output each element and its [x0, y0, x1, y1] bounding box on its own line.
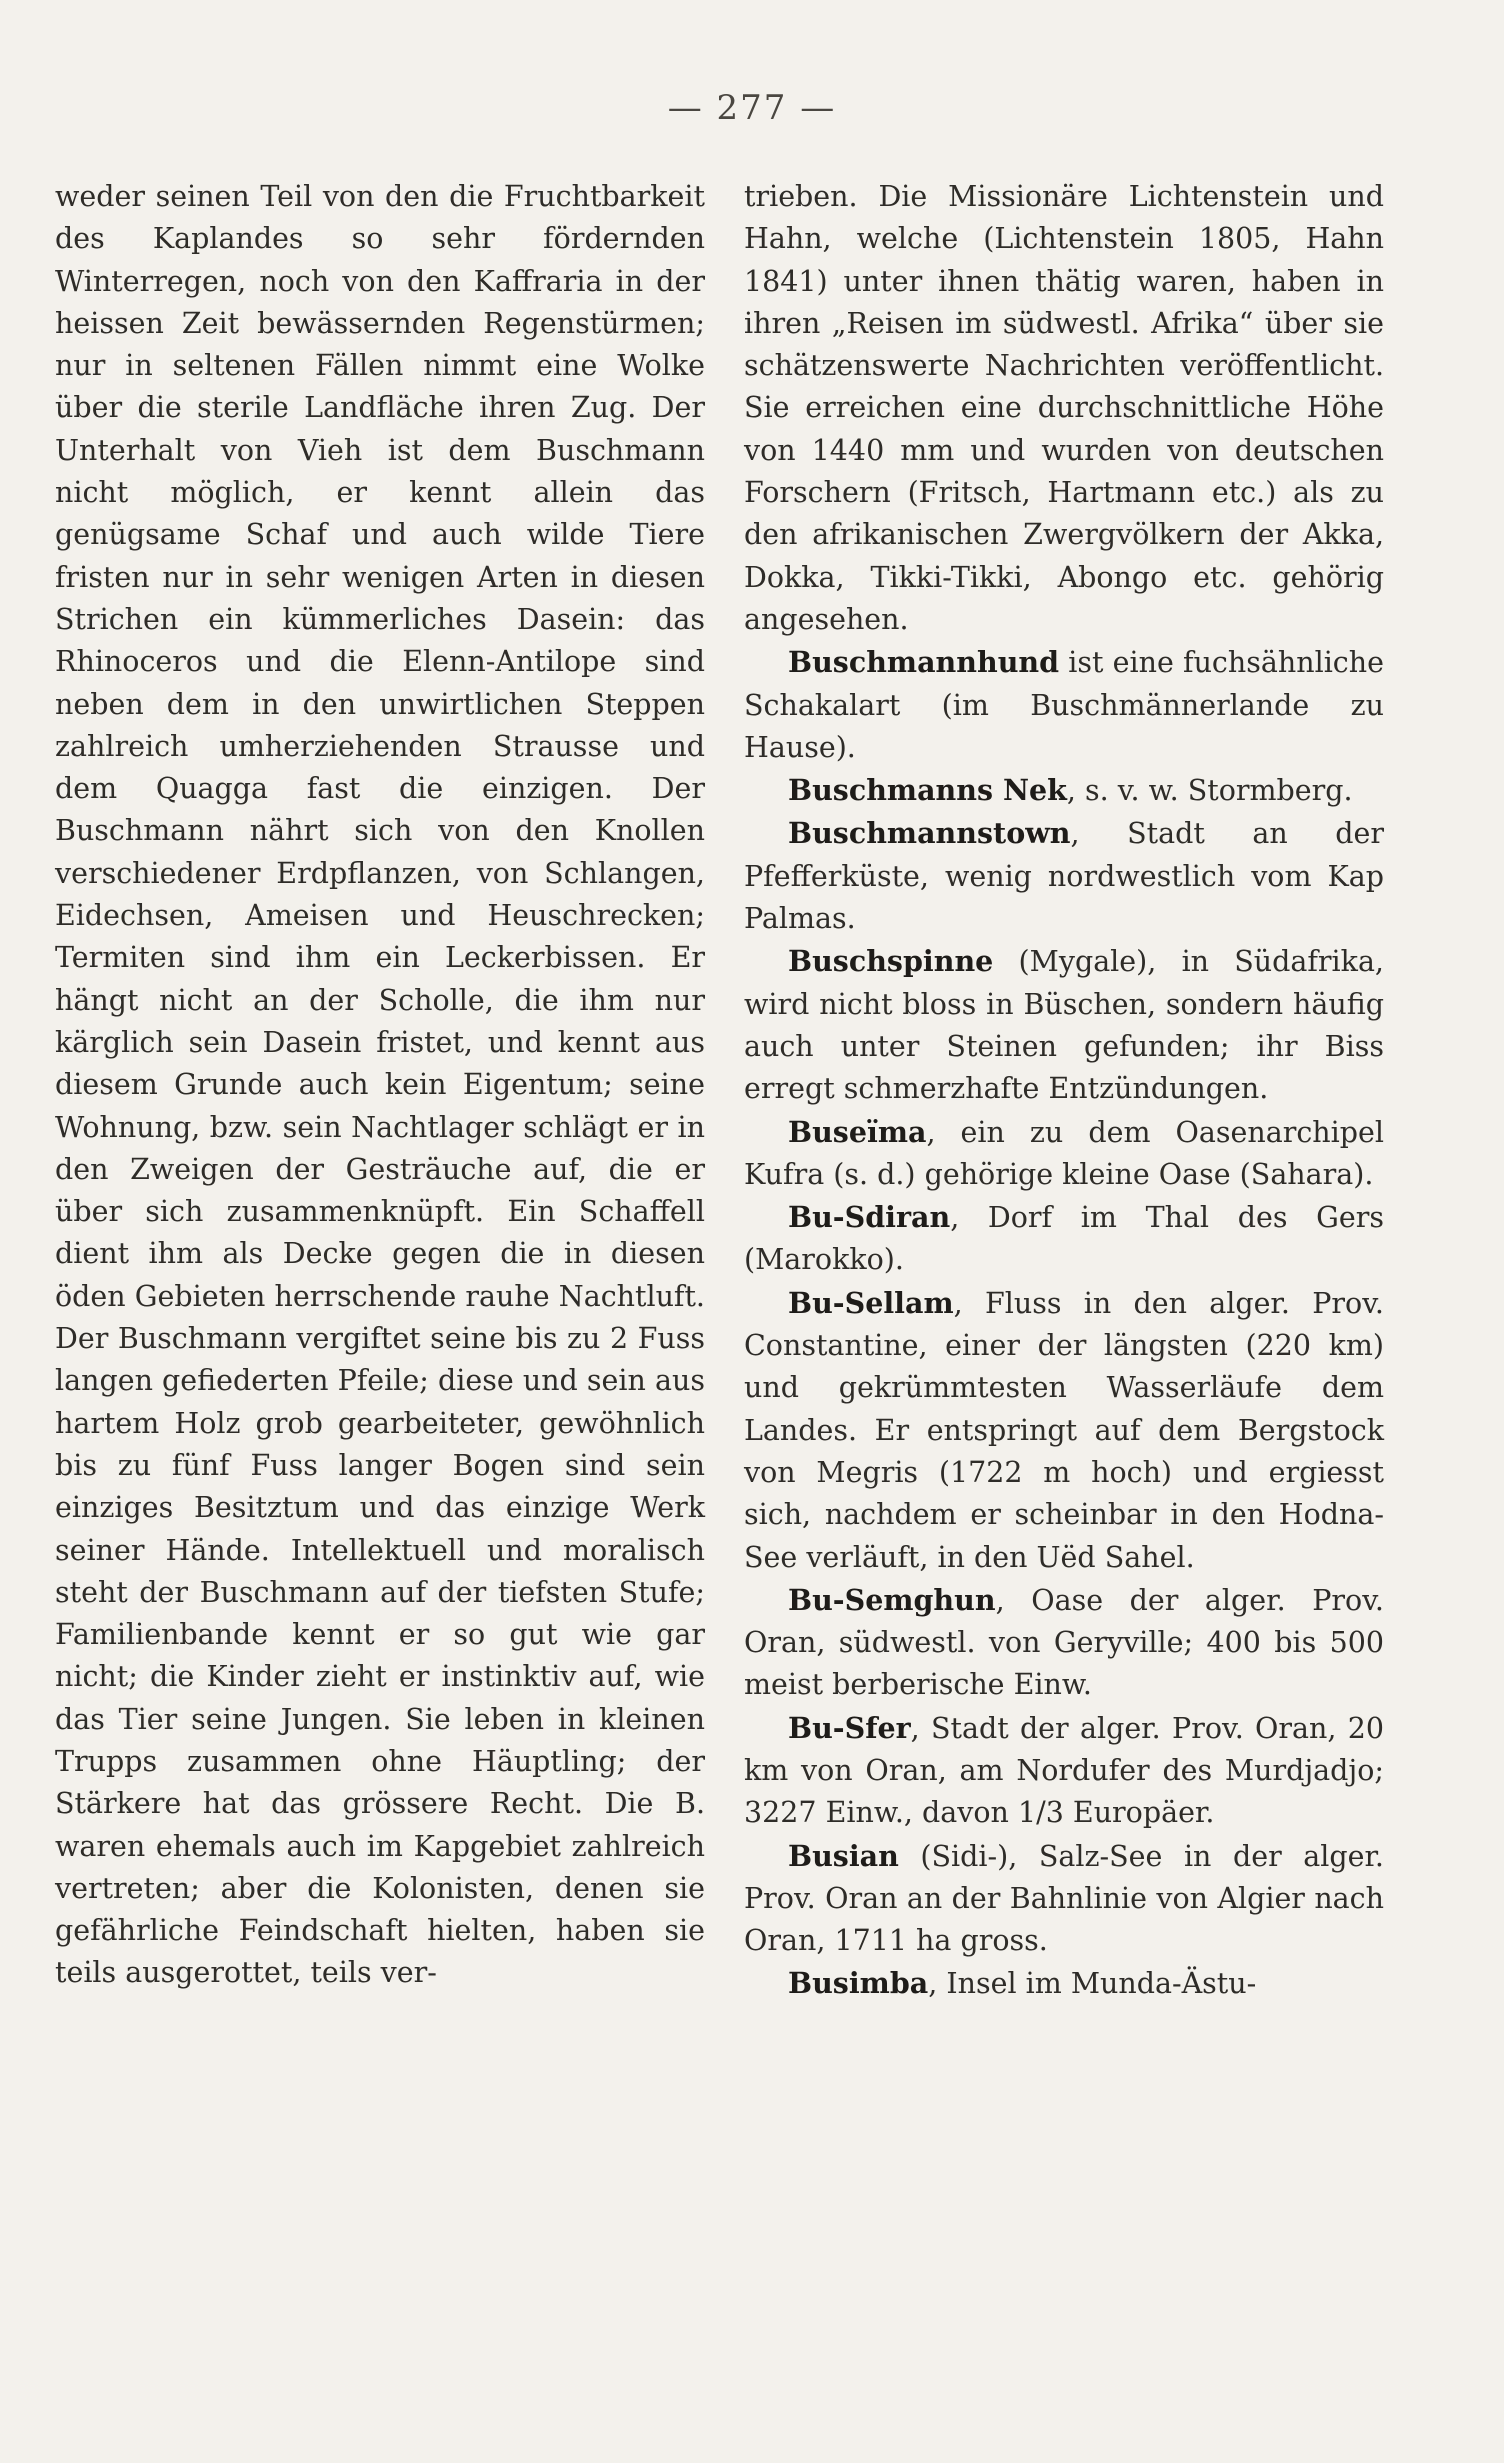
entry-text: , Insel im Munda-Ästu- [928, 1967, 1257, 2001]
left-column-paragraph: weder seinen Teil von den die Fruchtbarkeit des Kaplandes so sehr fördernden Winterregen, noch von den Kaffraria in der heissen Zeit bewässernden Regenstürmen; nur in seltenen Fällen nimmt eine Wolke über die sterile Landfläche ihren Zug. Der Unterhalt von Vieh ist dem Buschmann nicht möglich, er kennt allein das genügsame Schaf und auch wilde Tiere fristen nur in sehr wenigen Arten in diesen Strichen ein kümmerliches Dasein: das Rhinoceros und die Elenn-Antilope sind neben dem in den unwirtlichen Steppen zahlreich umherziehenden Strausse und dem Quagga fast die einzigen. Der Buschmann nährt sich von den Knollen verschiedener Erdpflanzen, von Schlangen, Eidechsen, Ameisen und Heuschrecken; Termiten sind ihm ein Leckerbissen. Er hängt nicht an der Scholle, die ihm nur kärglich sein Dasein fristet, und kennt aus diesem Grunde auch kein Eigentum; seine Wohnung, bzw. sein Nachtlager schlägt er in den Zweigen der Gesträuche auf, die er über sich zusammenknüpft. Ein Schaffell dient ihm als Decke gegen die in diesen öden Gebieten herrschende rauhe Nachtluft. Der Buschmann vergiftet seine bis zu 2 Fuss langen gefiederten Pfeile; diese und sein aus hartem Holz grob gearbeiteter, gewöhnlich bis zu fünf Fuss langer Bogen sind sein einziges Besitztum und das einzige Werk seiner Hände. Intellektuell und moralisch steht der Buschmann auf der tiefsten Stufe; Familienbande kennt er so gut wie gar nicht; die Kinder zieht er instinktiv auf, wie das Tier seine Jungen. Sie leben in kleinen Trupps zusammen ohne Häuptling; der Stärkere hat das grössere Recht. Die B. waren ehemals auch im Kapgebiet zahlreich vertreten; aber die Kolonisten, denen sie gefährliche Feindschaft hielten, haben sie teils ausgerottet, teils ver- [55, 180, 705, 1990]
entry-busian [744, 1835, 1384, 1963]
entry-bu-sdiran [744, 1196, 1384, 1282]
entry-text: ist eine fuchsähnliche Schakalart (im Buschmännerlande zu Hause). [744, 646, 1384, 764]
entry-headword: Buschmannhund [788, 645, 1060, 680]
continued-paragraph: trieben. Die Missionäre Lichtenstein und Hahn, welche (Lichtenstein 1805, Hahn 1841) unter ihnen thätig waren, haben in ihren „Reisen im südwestl. Afrika“ über sie schätzenswerte Nachrichten veröffentlicht. Sie erreichen eine durchschnittliche Höhe von 1440 mm und wurden von deutschen Forschern (Fritsch, Hartmann etc.) als zu den afrikanischen Zwergvölkern der Akka, Dokka, Tikki-Tikki, Abongo etc. gehörig angesehen. [744, 180, 1384, 636]
left-column [55, 176, 705, 1995]
page-number: — 277 — [667, 88, 837, 128]
entry-headword: Bu-Sdiran [788, 1200, 951, 1235]
entry-buschmannhund [744, 641, 1384, 769]
entry-bu-semghun [744, 1579, 1384, 1707]
entry-bu-sfer [744, 1707, 1384, 1835]
entry-headword: Buschmannstown [788, 816, 1071, 851]
entry-text: (Sidi-), Salz-See in der alger. Prov. Oran an der Bahnlinie von Algier nach Oran, 1711 ha gross. [744, 1839, 1384, 1958]
entry-busimba [744, 1962, 1384, 2005]
entry-text: , ein zu dem Oasenarchipel Kufra (s. d.) gehörige kleine Oase (Sahara). [744, 1115, 1384, 1191]
entry-headword: Busian [788, 1838, 899, 1873]
entry-text: , Stadt der alger. Prov. Oran, 20 km von Oran, am Nordufer des Murdjadjo; 3227 Einw., davon 1/3 Europäer. [744, 1711, 1384, 1830]
entry-buseima [744, 1111, 1384, 1197]
entry-headword: Buseïma [788, 1114, 927, 1149]
entry-text: , Stadt an der Pfefferküste, wenig nordwestlich vom Kap Palmas. [744, 817, 1384, 936]
entry-text: , Fluss in den alger. Prov. Constantine, einer der längsten (220 km) und gekrümmtesten Wasserläufe dem Landes. Er entspringt auf dem Bergstock von Megris (1722 m hoch) und ergiesst sich, nachdem er scheinbar in den Hodna-See verläuft, in den Uëd Sahel. [744, 1286, 1384, 1574]
entry-text: , Dorf im Thal des Gers (Marokko). [744, 1201, 1384, 1277]
entry-buschspinne [744, 940, 1384, 1110]
entry-headword: Bu-Sfer [788, 1710, 911, 1745]
entry-text: , s. v. w. Stormberg. [1066, 774, 1353, 808]
entry-buschmanns-nek [744, 769, 1384, 812]
entry-buschmannstown [744, 812, 1384, 940]
entry-headword: Busimba [788, 1966, 929, 2001]
entry-headword: Bu-Semghun [788, 1582, 996, 1617]
entry-text: , Oase der alger. Prov. Oran, südwestl. von Geryville; 400 bis 500 meist berberische Einw. [744, 1583, 1384, 1702]
entry-bu-sellam [744, 1282, 1384, 1579]
right-column [744, 176, 1384, 2006]
entry-text: (Mygale), in Südafrika, wird nicht bloss in Büschen, sondern häufig auch unter Steinen gefunden; ihr Biss erregt schmerzhafte Entzündungen. [744, 945, 1384, 1106]
entry-headword: Buschspinne [788, 944, 994, 979]
entry-headword: Buschmanns Nek [788, 773, 1067, 808]
entry-headword: Bu-Sellam [788, 1285, 954, 1320]
